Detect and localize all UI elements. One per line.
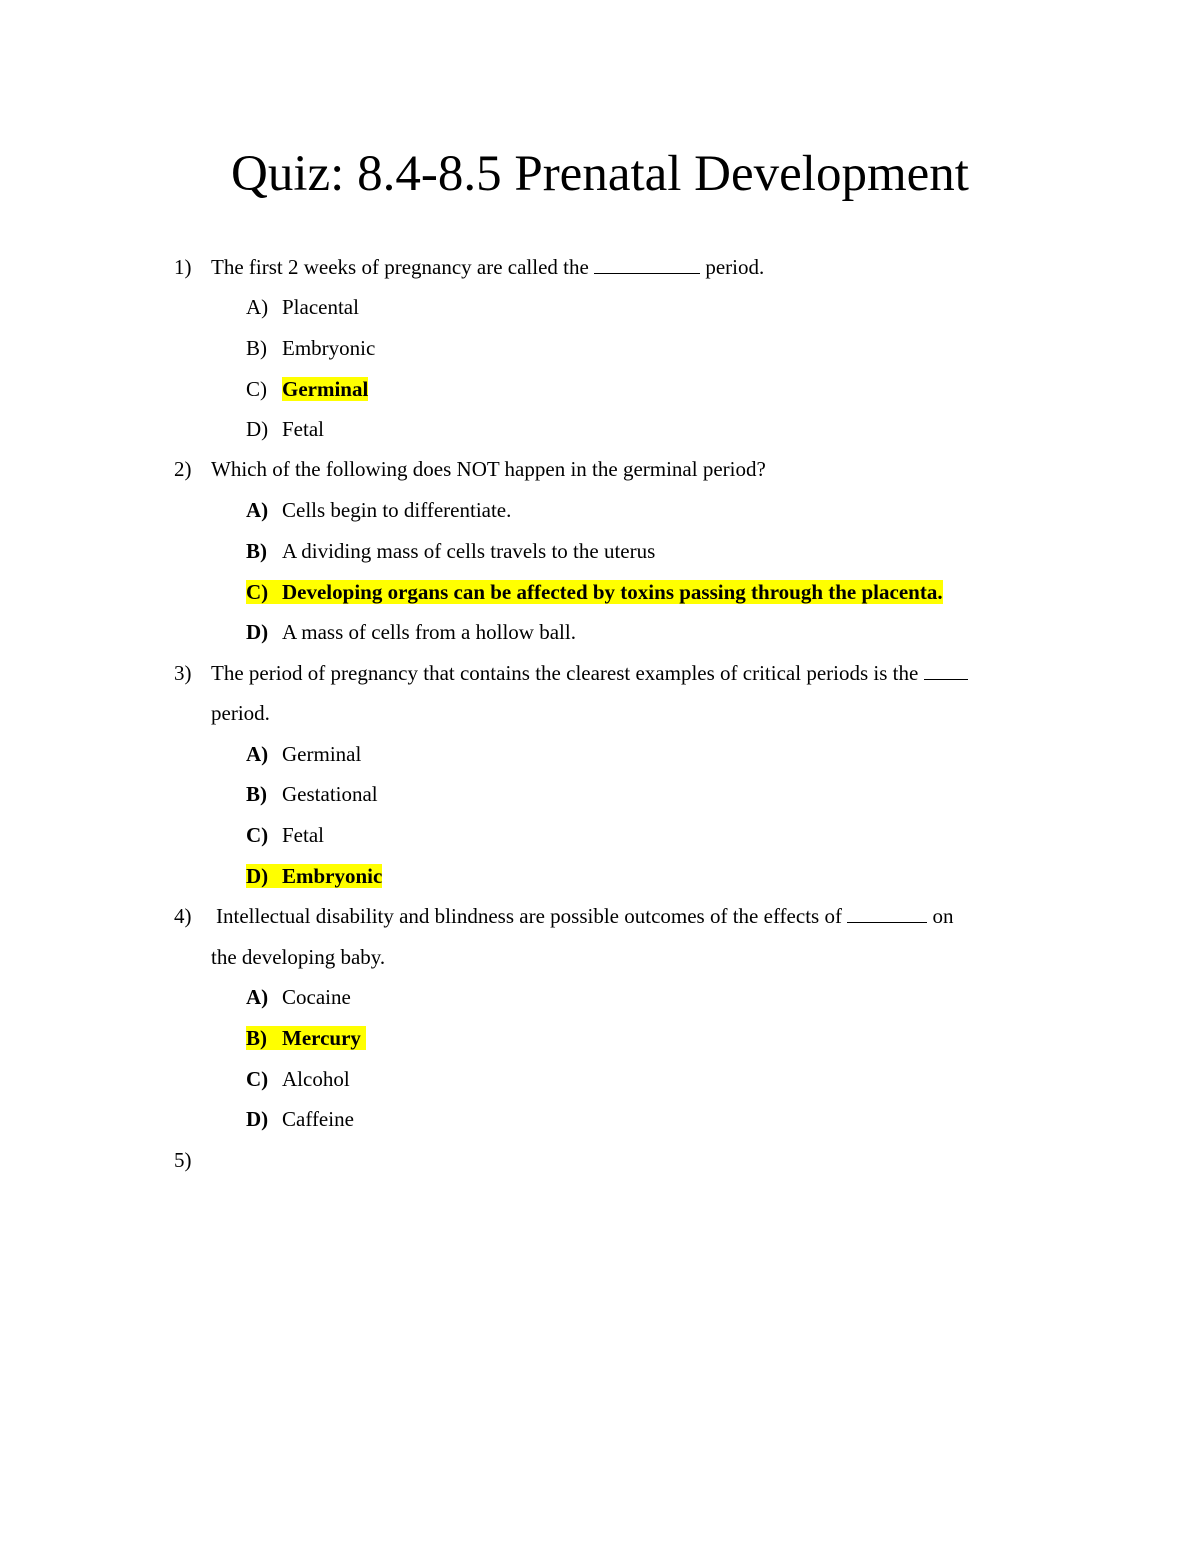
option: D) Caffeine	[246, 1107, 354, 1131]
option: C) Alcohol	[246, 1067, 350, 1091]
option: D) Fetal	[246, 417, 324, 441]
option: C) Fetal	[246, 823, 324, 847]
option: A) Germinal	[246, 742, 362, 766]
question-number: 2)	[174, 457, 192, 481]
highlighted-answer: D) Embryonic	[246, 864, 383, 888]
page-title: Quiz: 8.4-8.5 Prenatal Development	[231, 146, 969, 202]
highlighted-answer: B) Mercury	[246, 1026, 366, 1050]
option: D) A mass of cells from a hollow ball.	[246, 620, 576, 644]
question-text: Which of the following does NOT happen in the germinal period?	[211, 457, 766, 481]
question-text-after: period.	[705, 255, 765, 279]
question-number: 3)	[174, 661, 192, 685]
option-correct	[246, 862, 382, 890]
option-correct: C) Germinal	[246, 377, 369, 401]
question-text: The period of pregnancy that contains the clearest examples of critical periods is the	[211, 659, 968, 687]
option-correct	[246, 1024, 366, 1052]
option: A) Cocaine	[246, 985, 351, 1009]
answer-blank	[847, 904, 927, 923]
question-number: 4)	[174, 904, 192, 928]
highlighted-answer: Germinal	[282, 377, 369, 401]
question-text-before: The first 2 weeks of pregnancy are called the	[211, 255, 589, 279]
option: B) Gestational	[246, 782, 378, 806]
option: B) A dividing mass of cells travels to the uterus	[246, 539, 656, 563]
answer-blank	[594, 255, 700, 274]
question-text-continued: the developing baby.	[211, 945, 386, 969]
question-text: Intellectual disability and blindness are possible outcomes of the effects of on	[216, 904, 954, 928]
question-text	[211, 253, 764, 281]
option: B) Embryonic	[246, 336, 376, 360]
highlighted-answer: C) Developing organs can be affected by toxins passing through the placenta.	[246, 580, 943, 604]
question-number: 1)	[174, 255, 192, 279]
option: A) Cells begin to differentiate.	[246, 498, 512, 522]
question-text-continued: period.	[211, 701, 270, 725]
question-number: 5)	[174, 1148, 192, 1172]
answer-blank	[924, 661, 968, 680]
option: A) Placental	[246, 295, 359, 319]
option-correct	[246, 578, 943, 606]
